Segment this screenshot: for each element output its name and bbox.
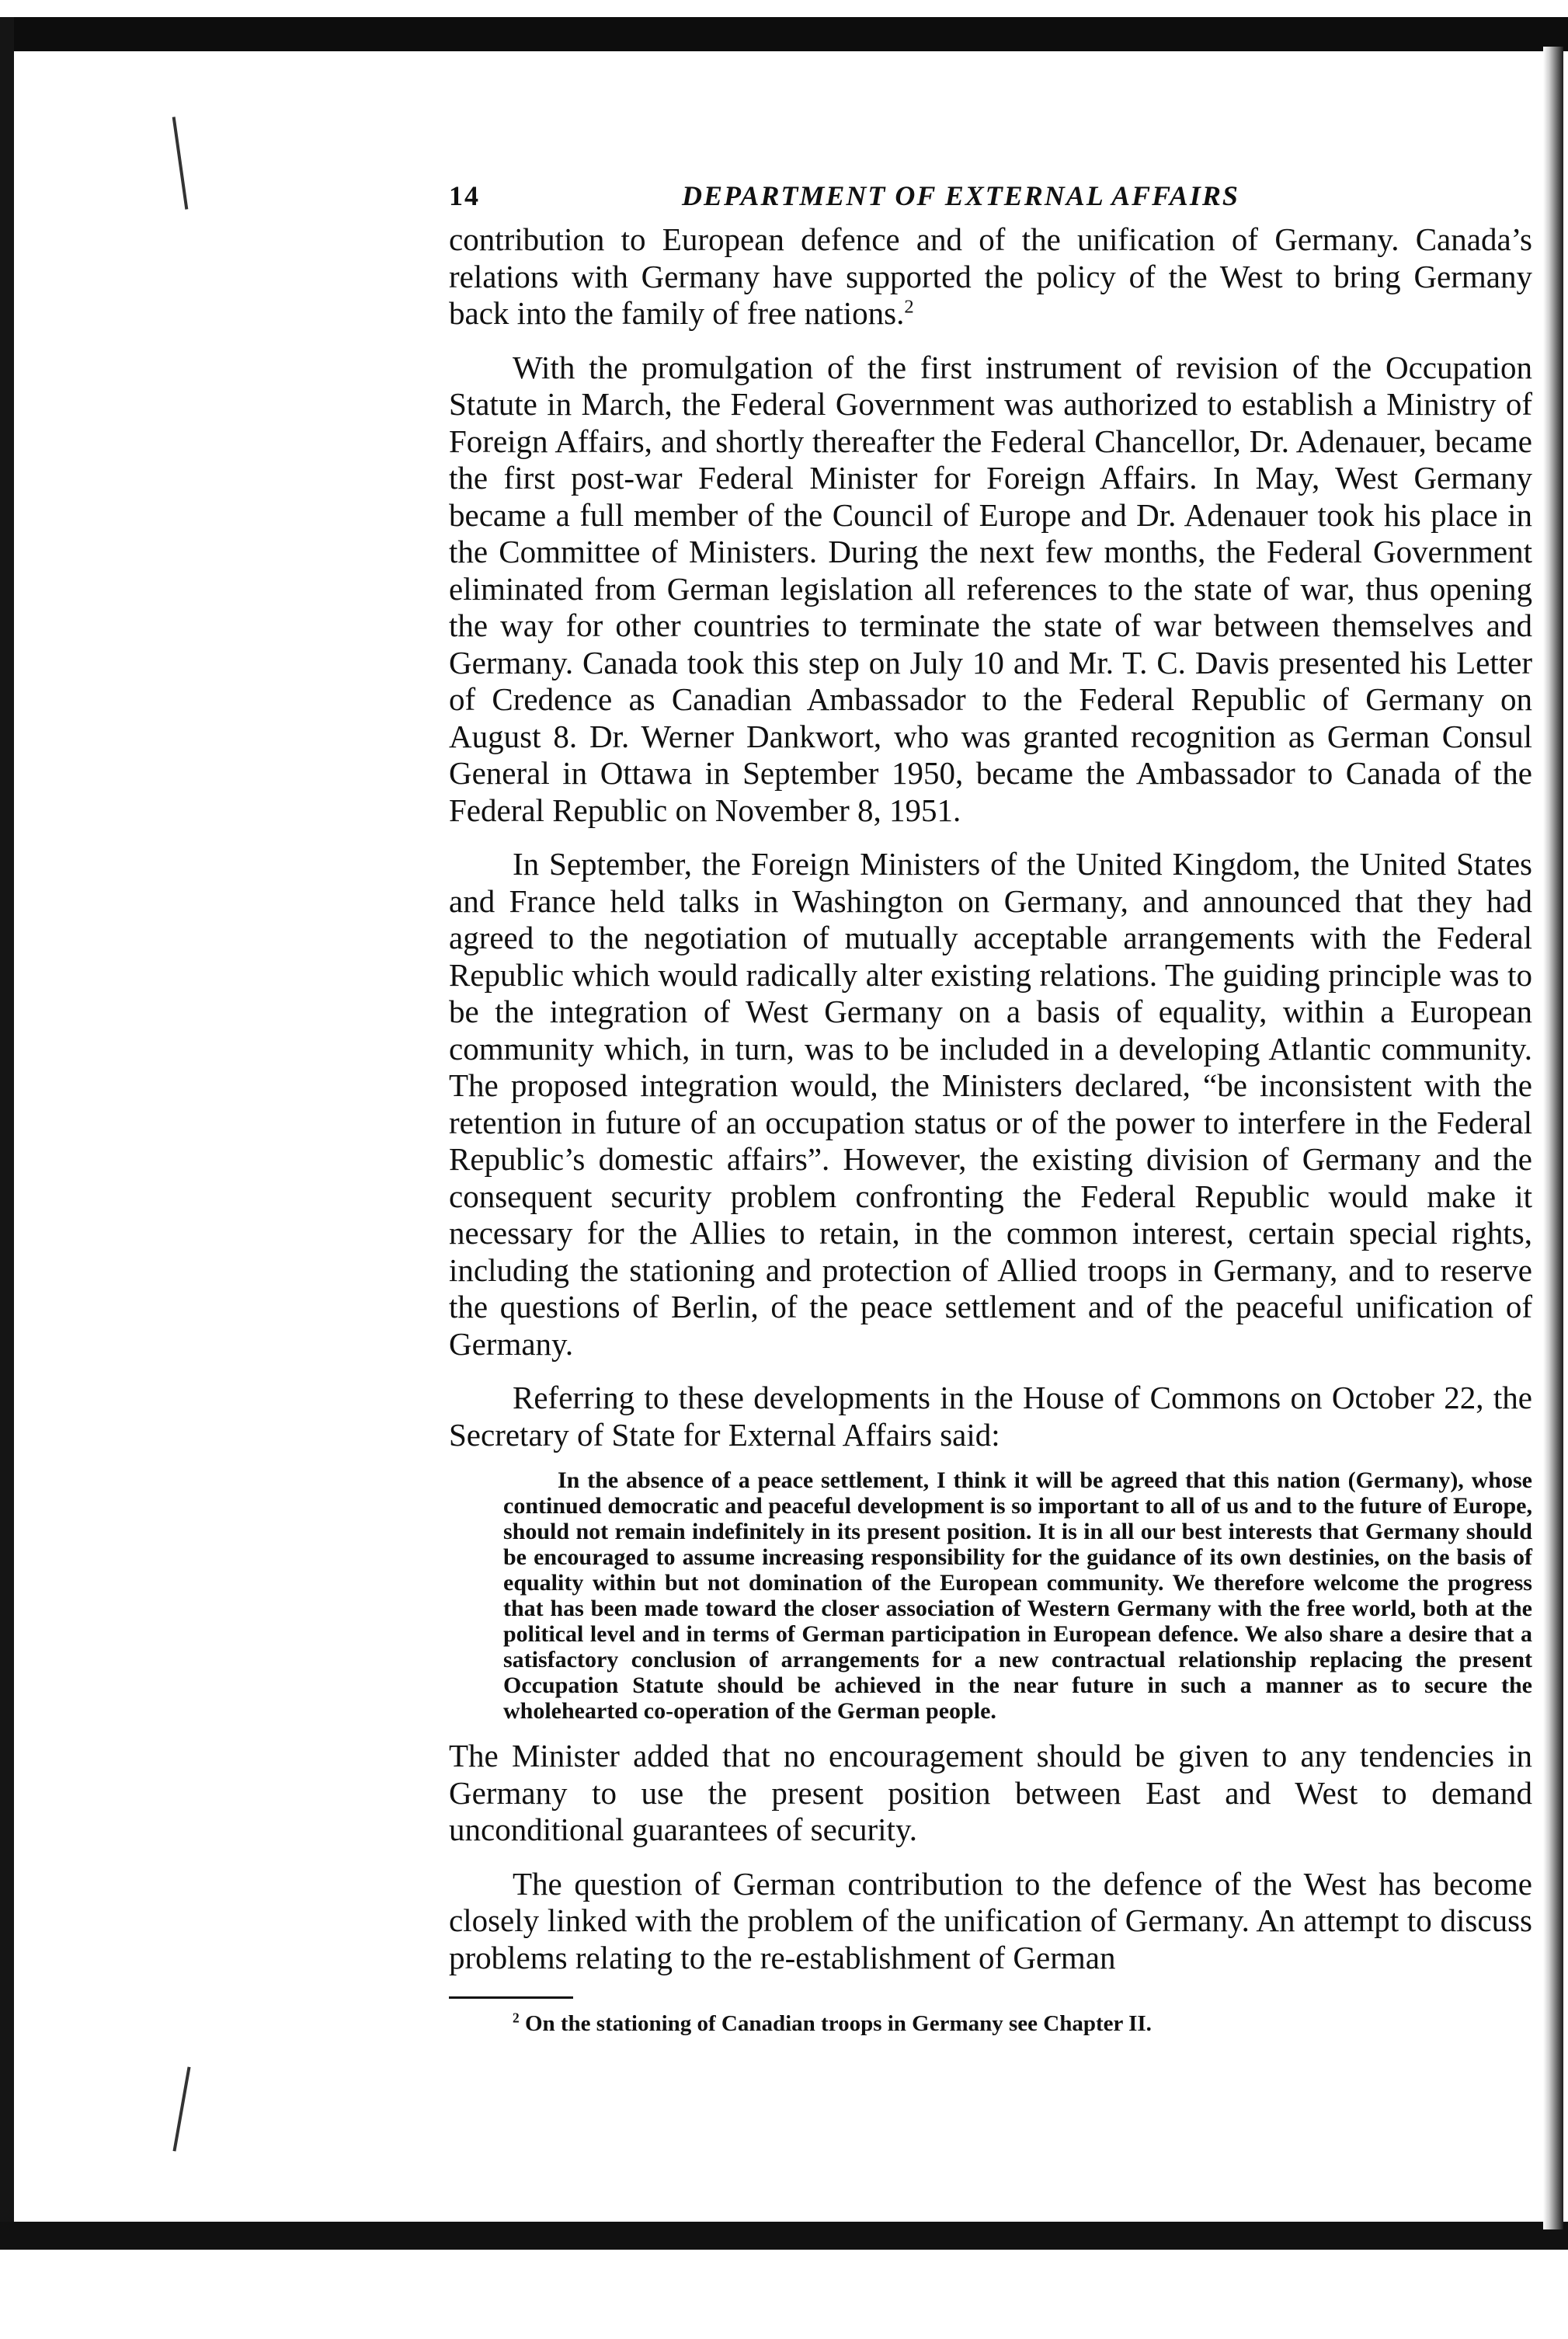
scan-border-right [1543,47,1563,2229]
paragraph-german-contribution: The question of German contribution to the defence of the West has become closely linked with the problem of the unification of Germany. An attempt to discuss problems relating to the re-establishment of German [449,1865,1532,1975]
footnote-text: On the stationing of Canadian troops in Germany see Chapter II. [524,2011,1152,2036]
paragraph-continuation [449,221,1532,332]
block-quote: In the absence of a peace settlement, I think it will be agreed that this nation (Germany), whose continued democratic and peaceful development is so important to all of us and to the future of Europe, should not remain indefinitely in its present position. It is in all our best interests that Germany should be encouraged to assume increasing responsibility for the guidance of its own destinies, on the basis of equality within but not domination of the European community. We therefore welcome the progress that has been made toward the closer association of Western Germany with the free world, both at the political level and in terms of German participation in European defence. We also share a desire that a satisfactory conclusion of arrangements for a new contractual relationship replacing the present Occupation Statute should be achieved in the near future in such a manner as to secure the wholehearted co-operation of the German people. [503,1467,1532,1724]
paragraph-ministry: With the promulgation of the first instrument of revision of the Occupation Statute in March, the Federal Government was authorized to establish a Ministry of Foreign Affairs, and shortly thereafter the Federal Chancellor, Dr. Adenauer, became the first post-war Federal Minister for Foreign Affairs. In May, West Germany became a full member of the Council of Europe and Dr. Adenauer took his place in the Committee of Ministers. During the next few months, the Federal Government eliminated from German legislation all references to the state of war, thus opening the way for other countries to terminate the state of war between themselves and Germany. Canada took this step on July 10 and Mr. T. C. Davis presented his Letter of Credence as Canadian Ambassador to the Federal Republic of Germany on August 8. Dr. Werner Dankwort, who was granted recognition as German Consul General in Ottawa in September 1950, became the Ambassador to Canada of the Federal Republic on November 8, 1951. [449,349,1532,828]
footnote-marker: 2 [513,2010,520,2026]
paragraph-minister-added: The Minister added that no encouragement should be given to any tendencies in Germany to use the present position between East and West to demand unconditional guarantees of security. [449,1738,1532,1847]
running-title: DEPARTMENT OF EXTERNAL AFFAIRS [682,180,1239,211]
running-head [449,175,1532,221]
margin-mark [172,2066,190,2151]
scan-border-top [0,17,1568,51]
scan-border-left [0,17,14,2239]
footnote [513,2010,1532,2038]
paragraph-text: contribution to European defence and of the unification of Germany. Canada’s relations with Germany have supported the policy of the West to bring Germany back into the family of free nations. [449,221,1532,331]
paragraph-foreign-ministers: In September, the Foreign Ministers of the United Kingdom, the United States and France held talks in Washington on Germany, and announced that they had agreed to the negotiation of mutually acceptable arrangements with the Federal Republic which would radically alter existing relations. The guiding principle was to be the integration of West Germany on a basis of equality, within a European community which, in turn, was to be included in a developing Atlantic community. The proposed integration would, the Ministers declared, “be inconsistent with the retention in future of an occupation status or of the power to interfere in the Federal Republic’s domestic affairs”. However, the existing division of Germany and the consequent security problem confronting the Federal Republic would make it necessary for the Allies to retain, in the common interest, certain special rights, including the stationing and protection of Allied troops in Germany, and to reserve the questions of Berlin, of the peace settlement and of the peaceful unification of Germany. [449,846,1532,1362]
footnote-reference: 2 [904,296,914,318]
document-page [449,175,1532,2163]
scan-border-bottom [0,2222,1568,2250]
page-number: 14 [449,180,480,211]
paragraph-house-of-commons: Referring to these developments in the House of Commons on October 22, the Secretary of State for External Affairs said: [449,1380,1532,1453]
margin-mark [172,117,189,209]
footnote-divider [449,1996,573,1999]
